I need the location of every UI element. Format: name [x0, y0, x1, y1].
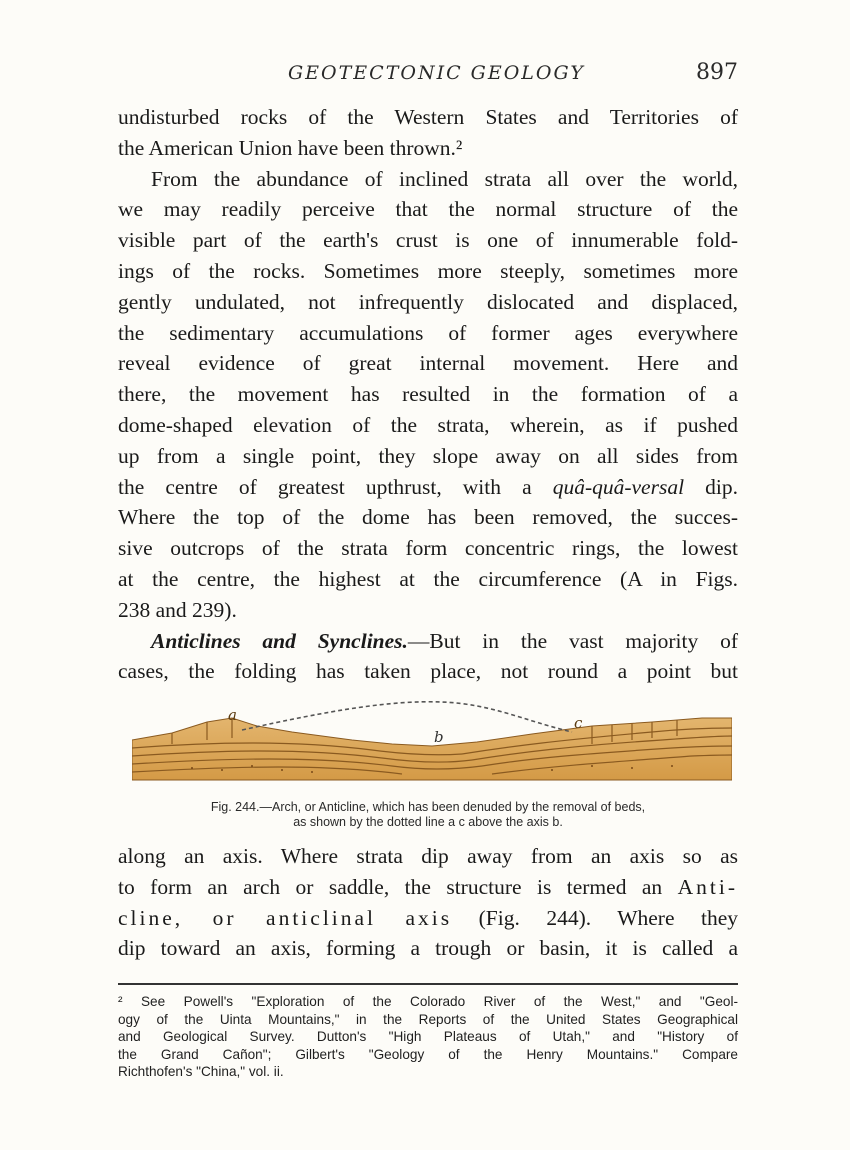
text-fragment: the centre of greatest upthrust, with a	[118, 474, 553, 499]
caption-line: as shown by the dotted line a c above the axis b.	[293, 815, 563, 829]
label-a: a	[228, 706, 237, 724]
text-line: there, the movement has resulted in the formation of a	[118, 382, 738, 407]
spaced-term: cline, or anticlinal axis	[118, 905, 453, 930]
footnote-line: the Grand Cañon"; Gilbert's "Geology of the Henry Mountains." Compare	[118, 1046, 738, 1062]
text-fragment: (Fig. 244). Where they	[452, 905, 739, 930]
running-head	[118, 60, 738, 88]
caption-line: Fig. 244.—Arch, or Anticline, which has been denuded by the removal of beds,	[210, 800, 646, 814]
text-line	[118, 472, 738, 503]
anticline-figure	[132, 700, 732, 796]
text-fragment: —But in the vast majority of	[407, 628, 738, 653]
footnote-line: and Geological Survey. Dutton's "High Plateaus of Utah," and "History of	[118, 1029, 738, 1045]
section-heading: Anticlines and Synclines.	[151, 628, 408, 653]
footnote-line: Richthofen's "China," vol. ii.	[118, 1064, 284, 1080]
text-line: reveal evidence of great internal movement. Here and	[118, 351, 738, 376]
label-c: c	[574, 714, 583, 732]
text-line	[118, 872, 738, 903]
footnote-line: ² See Powell's "Exploration of the Colorado River of the West," and "Geol-	[118, 994, 738, 1009]
text-line: 238 and 239).	[118, 597, 237, 622]
body-text-top	[118, 102, 738, 687]
running-title: GEOTECTONIC GEOLOGY	[288, 62, 585, 84]
footnote	[118, 993, 738, 1081]
text-line: dome-shaped elevation of the strata, wherein, as if pushed	[118, 412, 738, 437]
text-line: we may readily perceive that the normal structure of the	[118, 197, 738, 222]
text-line: sive outcrops of the strata form concentric rings, the lowest	[118, 536, 738, 561]
text-line: From the abundance of inclined strata all over the world,	[151, 166, 738, 191]
text-line: the American Union have been thrown.²	[118, 135, 463, 160]
text-line: at the centre, the highest at the circumference (A in Figs.	[118, 566, 738, 591]
text-fragment: dip.	[684, 474, 738, 499]
text-line	[118, 903, 738, 934]
text-fragment: to form an arch or saddle, the structure is termed an	[118, 874, 678, 899]
page-number: 897	[696, 60, 738, 85]
text-line: visible part of the earth's crust is one of innumerable fold-	[118, 228, 738, 253]
spaced-term: Anti-	[677, 874, 738, 899]
text-line: undisturbed rocks of the Western States and Territories of	[118, 105, 738, 129]
italic-term: quâ-quâ-versal	[552, 474, 685, 499]
text-line: dip toward an axis, forming a trough or basin, it is called a	[118, 936, 738, 961]
text-line: cases, the folding has taken place, not round a point but	[118, 659, 738, 684]
dotted-arch-line	[242, 702, 572, 732]
figure-caption	[118, 800, 738, 830]
text-line	[118, 626, 738, 657]
body-text-bottom	[118, 841, 738, 964]
text-line: up from a single point, they slope away on all sides from	[118, 443, 738, 468]
anticline-illustration	[132, 700, 732, 796]
text-line: ings of the rocks. Sometimes more steeply, sometimes more	[118, 258, 738, 283]
footnote-divider	[118, 983, 738, 985]
text-line: along an axis. Where strata dip away from an axis so as	[118, 844, 738, 868]
text-line: the sedimentary accumulations of former ages everywhere	[118, 320, 738, 345]
text-line: gently undulated, not infrequently dislocated and displaced,	[118, 289, 738, 314]
label-b: b	[434, 728, 444, 746]
footnote-line: ogy of the Uinta Mountains," in the Reports of the United States Geographical	[118, 1011, 738, 1027]
text-line: Where the top of the dome has been removed, the succes-	[118, 505, 738, 530]
